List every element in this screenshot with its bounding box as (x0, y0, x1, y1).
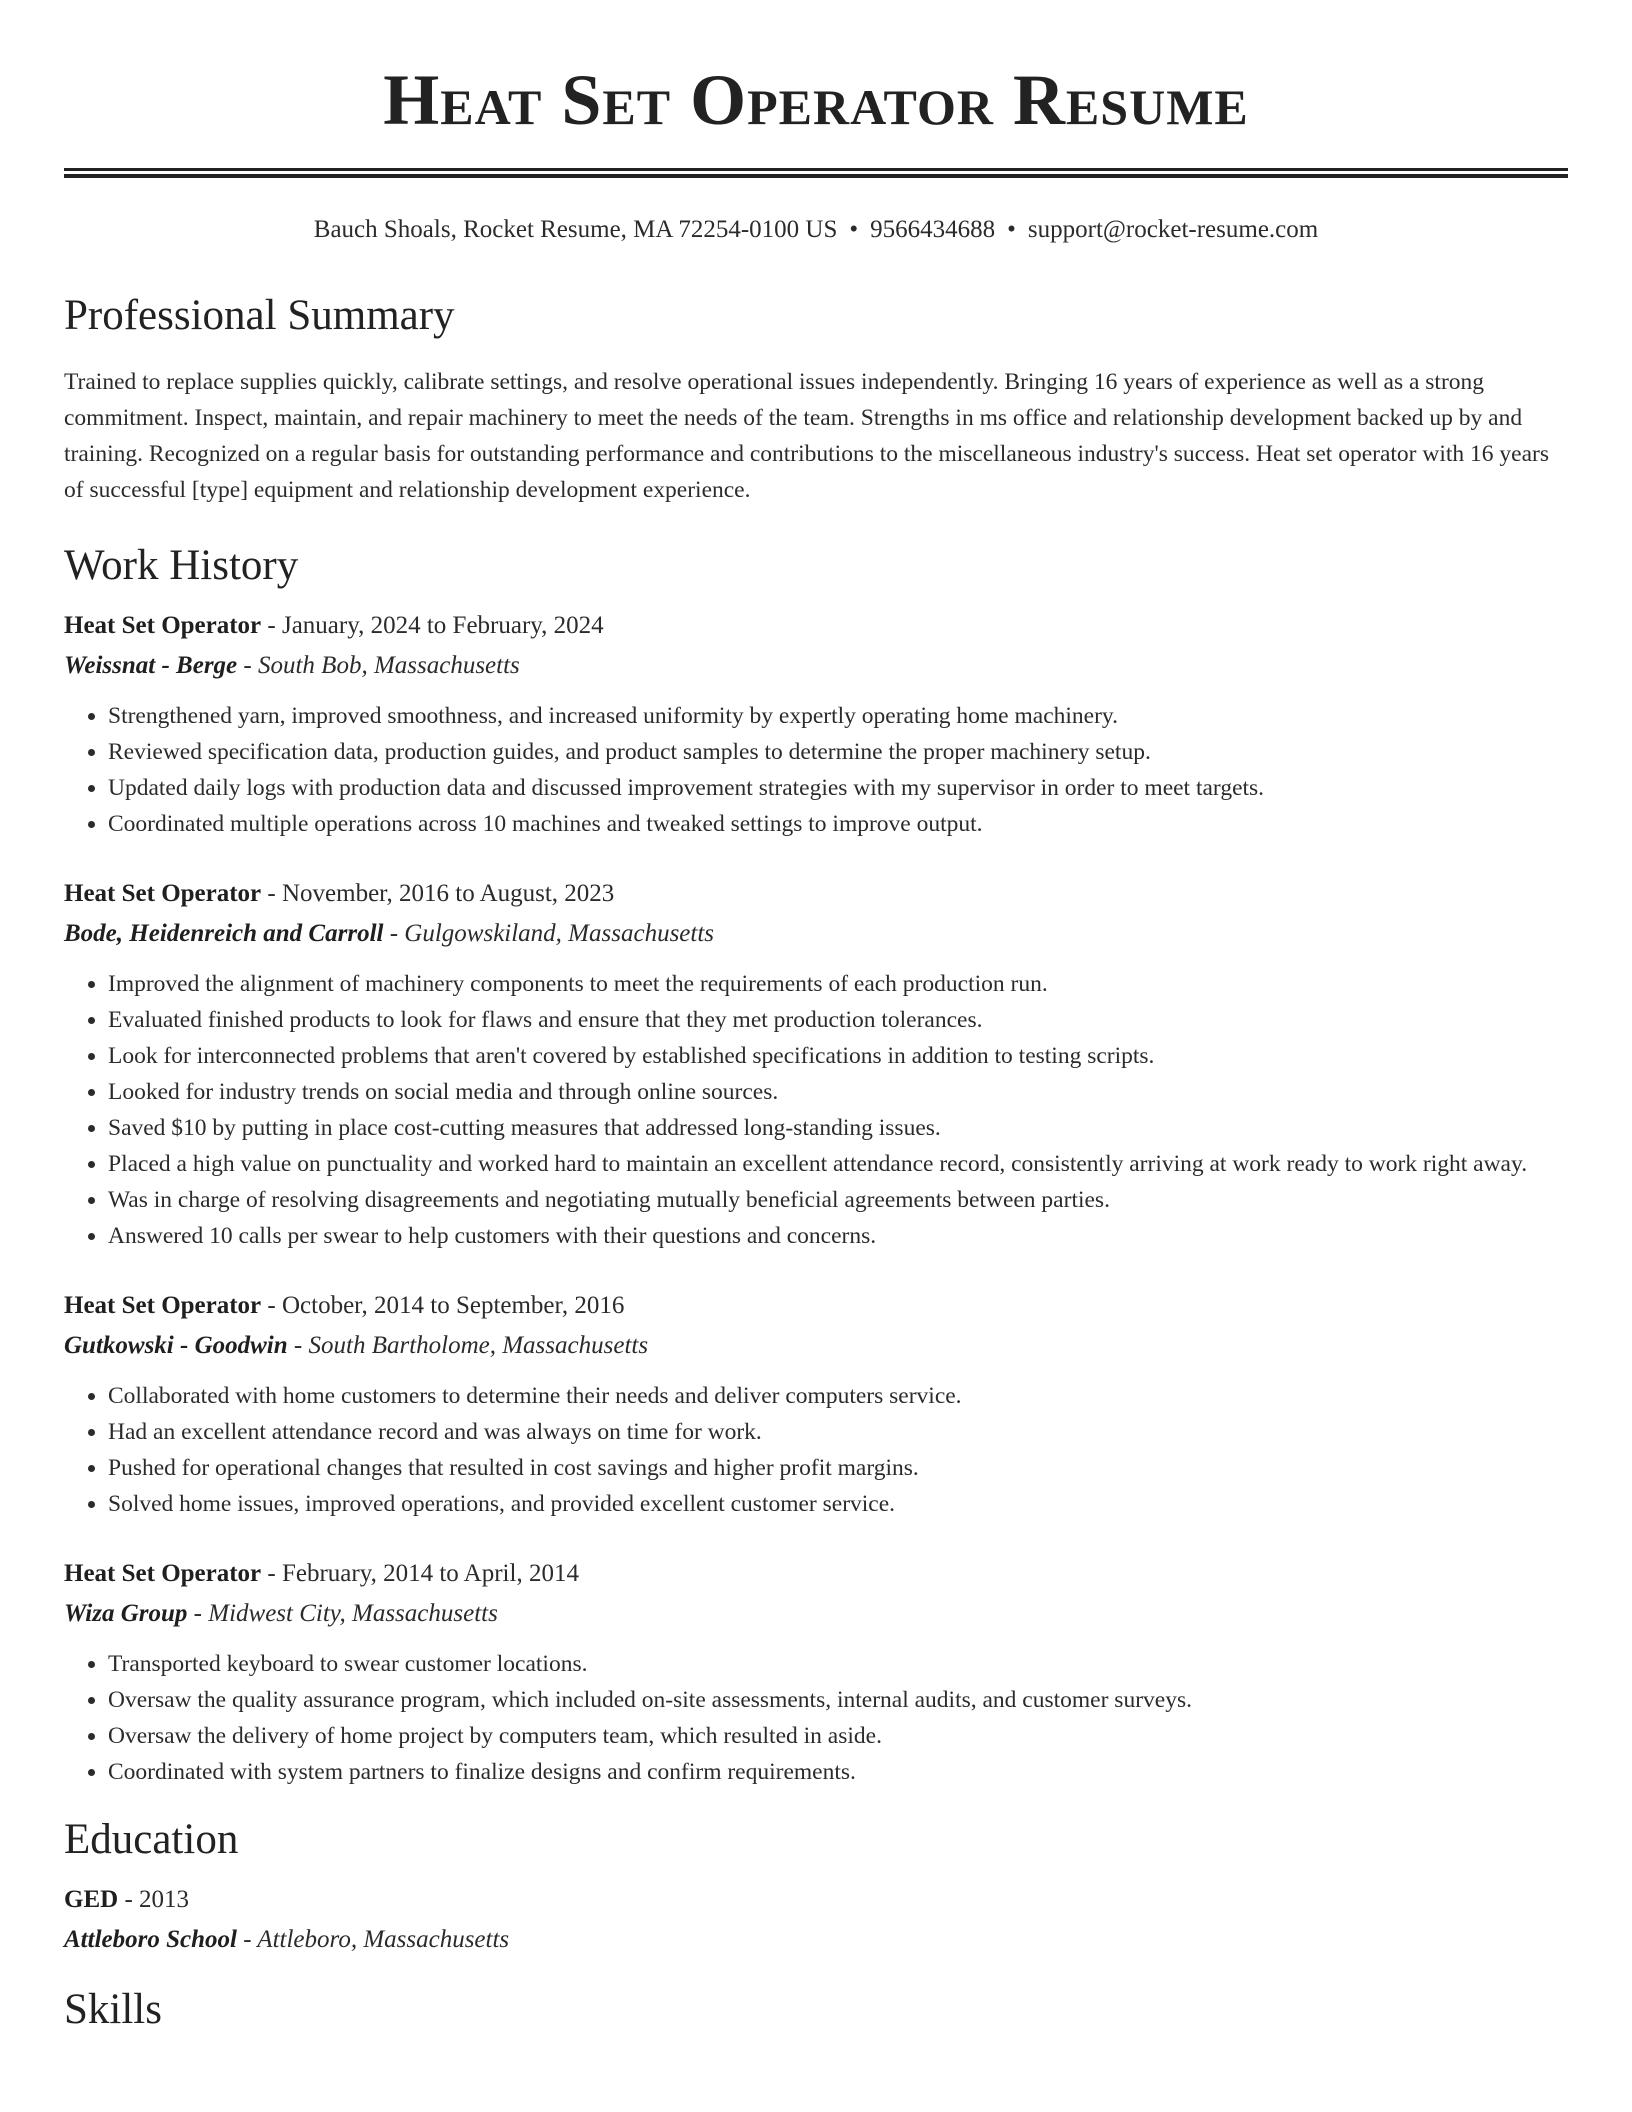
job-dates: - October, 2014 to September, 2016 (261, 1292, 625, 1319)
job-title-line (64, 1288, 1568, 1324)
job-entry (64, 608, 1568, 842)
job-entry (64, 1556, 1568, 1790)
company-name: Gutkowski - Goodwin (64, 1332, 288, 1359)
company-location: - Gulgowskiland, Massachusetts (383, 920, 715, 947)
job-bullet: • Reviewed specification data, production guides, and product samples to determine the proper machinery setup. (108, 734, 1568, 770)
job-bullet: • Strengthened yarn, improved smoothness, and increased uniformity by expertly operating home machinery. (108, 698, 1568, 734)
job-bullet: • Improved the alignment of machinery components to meet the requirements of each production run. (108, 966, 1568, 1002)
company-name: Wiza Group (64, 1600, 188, 1627)
degree-year: - 2013 (118, 1886, 190, 1913)
job-bullet: • Looked for industry trends on social media and through online sources. (108, 1074, 1568, 1110)
job-entry (64, 876, 1568, 1254)
job-bullet: • Coordinated with system partners to finalize designs and confirm requirements. (108, 1754, 1568, 1790)
contact-line (64, 214, 1568, 246)
company-name: Weissnat - Berge (64, 652, 238, 679)
job-bullet: • Updated daily logs with production data and discussed improvement strategies with my supervisor in order to meet targets. (108, 770, 1568, 806)
job-bullet: • Solved home issues, improved operations, and provided excellent customer service. (108, 1486, 1568, 1522)
company-line (64, 916, 1568, 952)
job-bullet: • Coordinated multiple operations across 10 machines and tweaked settings to improve output. (108, 806, 1568, 842)
job-bullets (64, 1646, 1568, 1790)
resume-title: Heat Set Operator Resume (383, 60, 1249, 140)
job-title-line (64, 608, 1568, 644)
job-dates: - February, 2014 to April, 2014 (261, 1560, 579, 1587)
contact-address: Bauch Shoals, Rocket Resume, MA 72254-0100 US (313, 216, 838, 243)
job-title: Heat Set Operator (64, 612, 262, 639)
job-title: Heat Set Operator (64, 880, 262, 907)
job-bullet: • Pushed for operational changes that resulted in cost savings and higher profit margins. (108, 1450, 1568, 1486)
education-heading: Education (64, 1816, 239, 1863)
job-entry (64, 1288, 1568, 1522)
contact-phone: 9566434688 (870, 216, 996, 243)
company-location: - South Bob, Massachusetts (237, 652, 520, 679)
education-entry (64, 1882, 1568, 1958)
job-bullet: • Answered 10 calls per swear to help customers with their questions and concerns. (108, 1218, 1568, 1254)
job-bullet: • Collaborated with home customers to determine their needs and deliver computers service. (108, 1378, 1568, 1414)
company-line (64, 1328, 1568, 1364)
job-bullets (64, 966, 1568, 1254)
degree-name: GED (64, 1886, 119, 1913)
job-bullet: • Placed a high value on punctuality and worked hard to maintain an excellent attendance record, consistently arriving at work ready to work right away. (108, 1146, 1568, 1182)
degree-line (64, 1882, 1568, 1918)
job-bullet: • Oversaw the quality assurance program, which included on-site assessments, internal audits, and customer surveys. (108, 1682, 1568, 1718)
job-bullet: • Transported keyboard to swear customer locations. (108, 1646, 1568, 1682)
job-title: Heat Set Operator (64, 1560, 262, 1587)
skills-heading: Skills (64, 1986, 162, 2033)
summary-text: Trained to replace supplies quickly, calibrate settings, and resolve operational issues independently. Bringing 16 years of experience as well as a strong commitment. Inspect, maintain, and repair machinery to meet the needs of the team. Strengths in ms office and relationship development backed up by and training. Recognized on a regular basis for outstanding performance and contributions to the miscellaneous industry's success. Heat set operator with 16 years of successful [type] equipment and relationship development experience. (64, 369, 1549, 503)
contact-separator: • (1007, 216, 1016, 243)
job-title: Heat Set Operator (64, 1292, 262, 1319)
job-dates: - January, 2024 to February, 2024 (261, 612, 604, 639)
work-history-heading: Work History (64, 542, 299, 589)
summary-heading: Professional Summary (64, 292, 455, 339)
job-bullet: • Was in charge of resolving disagreements and negotiating mutually beneficial agreements between parties. (108, 1182, 1568, 1218)
job-bullets (64, 698, 1568, 842)
title-divider (64, 168, 1568, 178)
company-line (64, 1596, 1568, 1632)
school-line (64, 1922, 1568, 1958)
job-bullet: • Saved $10 by putting in place cost-cutting measures that addressed long-standing issues. (108, 1110, 1568, 1146)
company-location: - Midwest City, Massachusetts (187, 1600, 498, 1627)
job-bullet: • Evaluated finished products to look for flaws and ensure that they met production tolerances. (108, 1002, 1568, 1038)
job-dates: - November, 2016 to August, 2023 (261, 880, 615, 907)
school-location: - Attleboro, Massachusetts (236, 1926, 510, 1953)
company-line (64, 648, 1568, 684)
company-location: - South Bartholome, Massachusetts (287, 1332, 649, 1359)
contact-email: support@rocket-resume.com (1027, 216, 1319, 243)
company-name: Bode, Heidenreich and Carroll (64, 920, 384, 947)
job-title-line (64, 1556, 1568, 1592)
job-bullet: • Had an excellent attendance record and was always on time for work. (108, 1414, 1568, 1450)
school-name: Attleboro School (64, 1926, 237, 1953)
job-title-line (64, 876, 1568, 912)
job-bullet: • Look for interconnected problems that aren't covered by established specifications in addition to testing scripts. (108, 1038, 1568, 1074)
job-bullet: • Oversaw the delivery of home project by computers team, which resulted in aside. (108, 1718, 1568, 1754)
job-bullets (64, 1378, 1568, 1522)
contact-separator: • (849, 216, 859, 243)
